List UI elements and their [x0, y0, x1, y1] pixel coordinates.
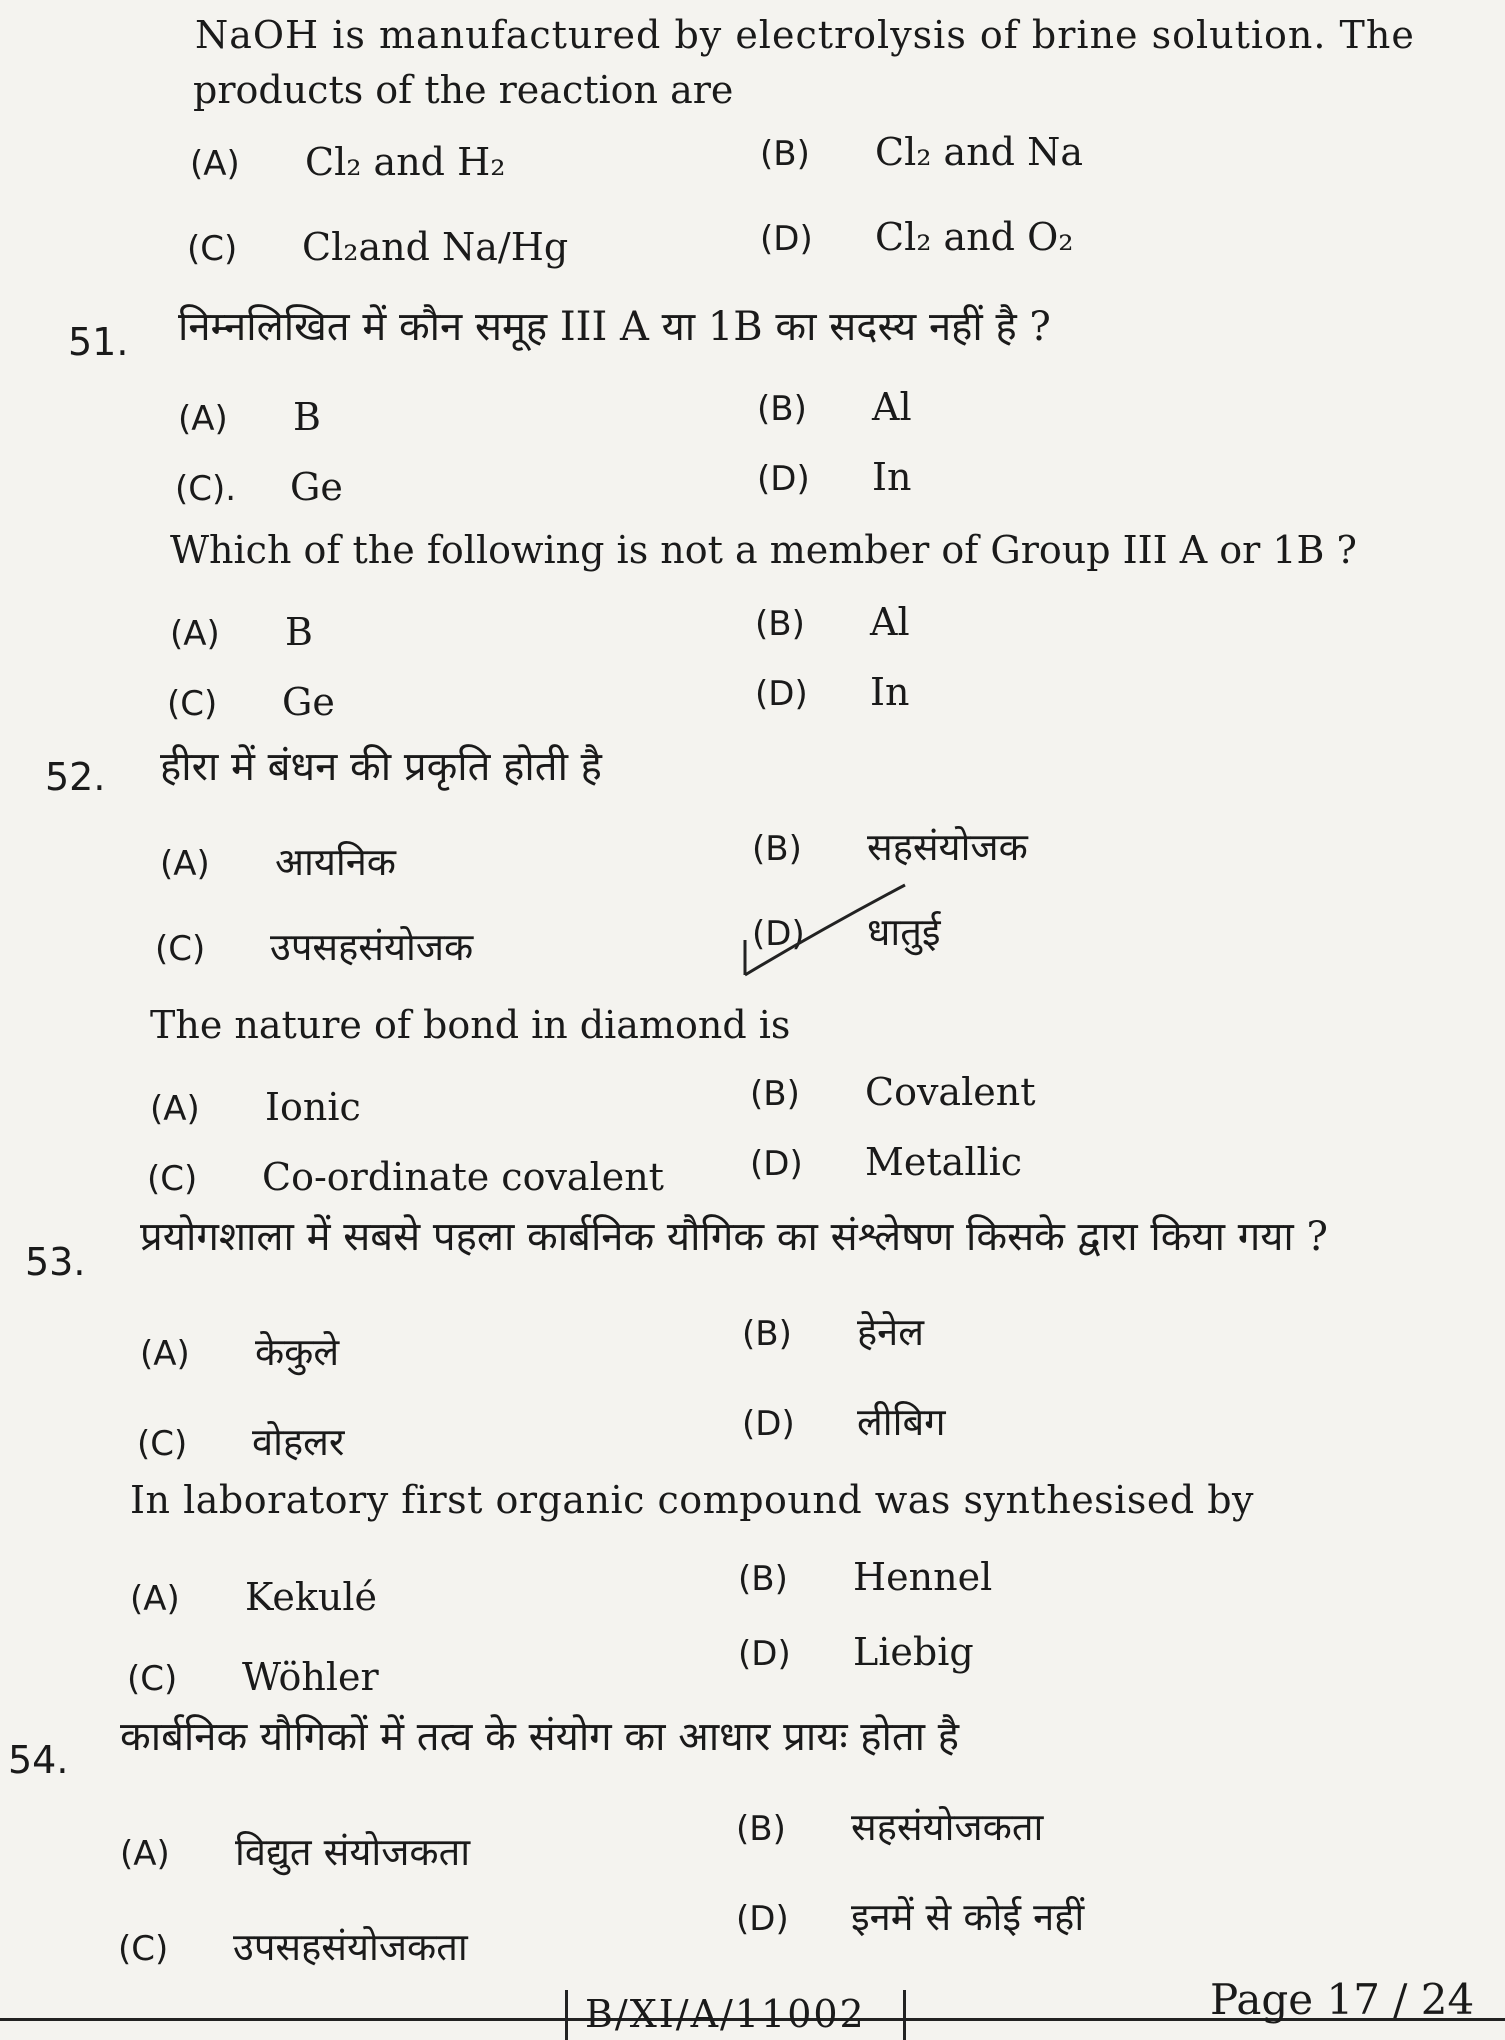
question-english: In laboratory first organic compound was synthesised by [130, 1478, 1255, 1522]
option-text: केकुले [255, 1330, 340, 1374]
option-label: (A) [120, 1834, 170, 1874]
option-text: Metallic [865, 1140, 1023, 1184]
option-label: (B) [738, 1559, 788, 1599]
option-text: Hennel [853, 1555, 993, 1599]
option-c [175, 465, 343, 509]
option-label: (B) [750, 1074, 800, 1114]
option-d [757, 455, 911, 499]
option-c [167, 680, 335, 724]
answer-tick-mark [740, 880, 920, 980]
option-b [757, 385, 912, 429]
question-hindi: निम्नलिखित में कौन समूह III A या 1B का सदस्य नहीं है ? [178, 304, 1051, 350]
option-text: Covalent [865, 1070, 1036, 1114]
option-d [760, 215, 1073, 259]
option-text: Liebig [853, 1630, 974, 1674]
option-b [742, 1305, 924, 1357]
option-a [130, 1575, 377, 1619]
option-d [738, 1630, 974, 1674]
question-text-line: products of the reaction are [193, 68, 734, 112]
option-b [750, 1070, 1035, 1114]
option-label: (C) [187, 229, 238, 269]
question-hindi: कार्बनिक यौगिकों में तत्व के संयोग का आधार प्रायः होता है [120, 1714, 959, 1760]
option-label: (D) [757, 459, 810, 499]
option-b [755, 600, 910, 644]
option-text: Co-ordinate covalent [262, 1155, 664, 1199]
option-c [127, 1655, 379, 1699]
option-label: (B) [757, 389, 807, 429]
option-b [736, 1800, 1043, 1852]
option-d [755, 670, 909, 714]
option-text: Wöhler [242, 1655, 379, 1699]
question-number: 51. [68, 320, 129, 364]
option-d [750, 1140, 1022, 1184]
option-text: सहसंयोजकता [851, 1805, 1044, 1849]
option-text: Cl₂ and O₂ [875, 215, 1074, 259]
option-text: Cl₂ and Na [875, 130, 1083, 174]
option-label: (C) [118, 1929, 169, 1969]
paper-code: B/XI/A/11002 [585, 1992, 866, 2036]
option-label: (A) [130, 1579, 180, 1619]
question-english: The nature of bond in diamond is [150, 1003, 791, 1047]
option-text: उपसहसंयोजक [270, 925, 474, 969]
option-b [738, 1555, 992, 1599]
option-d [736, 1890, 1084, 1942]
option-label: (B) [760, 134, 810, 174]
option-label: (D) [750, 1144, 803, 1184]
option-text: Cl₂ and H₂ [305, 140, 506, 184]
option-label: (A) [190, 144, 240, 184]
option-c [137, 1415, 344, 1467]
option-label: (D) [760, 219, 813, 259]
option-a [160, 835, 396, 887]
option-text: वोहलर [252, 1420, 345, 1464]
question-hindi: हीरा में बंधन की प्रकृति होती है [160, 744, 602, 790]
option-text: B [285, 610, 313, 654]
option-label: (B) [755, 604, 805, 644]
option-label: (C) [147, 1159, 198, 1199]
option-b [752, 820, 1028, 872]
option-text: Cl₂and Na/Hg [302, 225, 569, 269]
option-c [187, 225, 568, 269]
option-text: उपसहसंयोजकता [233, 1925, 468, 1969]
option-a [170, 610, 313, 654]
option-text: हेनेल [857, 1310, 925, 1354]
option-label: (D) [755, 674, 808, 714]
option-a [120, 1825, 470, 1877]
option-text: Kekulé [245, 1575, 377, 1619]
question-text-line: NaOH is manufactured by electrolysis of brine solution. The [195, 13, 1415, 57]
option-text: B [293, 395, 321, 439]
option-label: (C) [137, 1424, 188, 1464]
option-label: (A) [170, 614, 220, 654]
option-text: सहसंयोजक [867, 825, 1028, 869]
option-text: Ge [282, 680, 335, 724]
option-c [118, 1920, 468, 1972]
option-text: इनमें से कोई नहीं [851, 1895, 1085, 1939]
option-text: Ionic [265, 1085, 361, 1129]
option-a [150, 1085, 361, 1129]
option-label: (C). [175, 469, 237, 509]
question-number: 52. [45, 755, 106, 799]
option-text: Al [872, 385, 912, 429]
option-b [760, 130, 1083, 174]
question-english: Which of the following is not a member of Group III A or 1B ? [170, 528, 1357, 572]
option-label: (C) [167, 684, 218, 724]
question-number: 54. [8, 1738, 69, 1782]
option-a [140, 1325, 339, 1377]
option-text: लीबिग [857, 1400, 946, 1444]
question-number: 53. [25, 1240, 86, 1284]
option-c [147, 1155, 664, 1199]
option-text: विद्युत संयोजकता [235, 1830, 471, 1874]
option-text: In [872, 455, 912, 499]
option-a [190, 140, 505, 184]
option-label: (C) [127, 1659, 178, 1699]
option-label: (C) [155, 929, 206, 969]
option-label: (A) [160, 844, 210, 884]
option-label: (D) [752, 914, 805, 954]
option-label: (A) [178, 399, 228, 439]
option-label: (D) [738, 1634, 791, 1674]
option-d [742, 1395, 946, 1447]
option-label: (D) [736, 1899, 789, 1939]
option-text: Ge [290, 465, 343, 509]
option-text: आयनिक [275, 840, 396, 884]
option-label: (B) [752, 829, 802, 869]
option-text: Al [870, 600, 910, 644]
option-label: (A) [140, 1334, 190, 1374]
page-number: Page 17 / 24 [1210, 1975, 1475, 2024]
option-text: धातुई [867, 910, 941, 954]
option-label: (B) [736, 1809, 786, 1849]
option-a [178, 395, 321, 439]
option-text: In [870, 670, 910, 714]
option-label: (A) [150, 1089, 200, 1129]
option-label: (D) [742, 1404, 795, 1444]
option-label: (B) [742, 1314, 792, 1354]
option-c [155, 920, 473, 972]
question-hindi: प्रयोगशाला में सबसे पहला कार्बनिक यौगिक का संश्लेषण किसके द्वारा किया गया ? [140, 1214, 1328, 1260]
